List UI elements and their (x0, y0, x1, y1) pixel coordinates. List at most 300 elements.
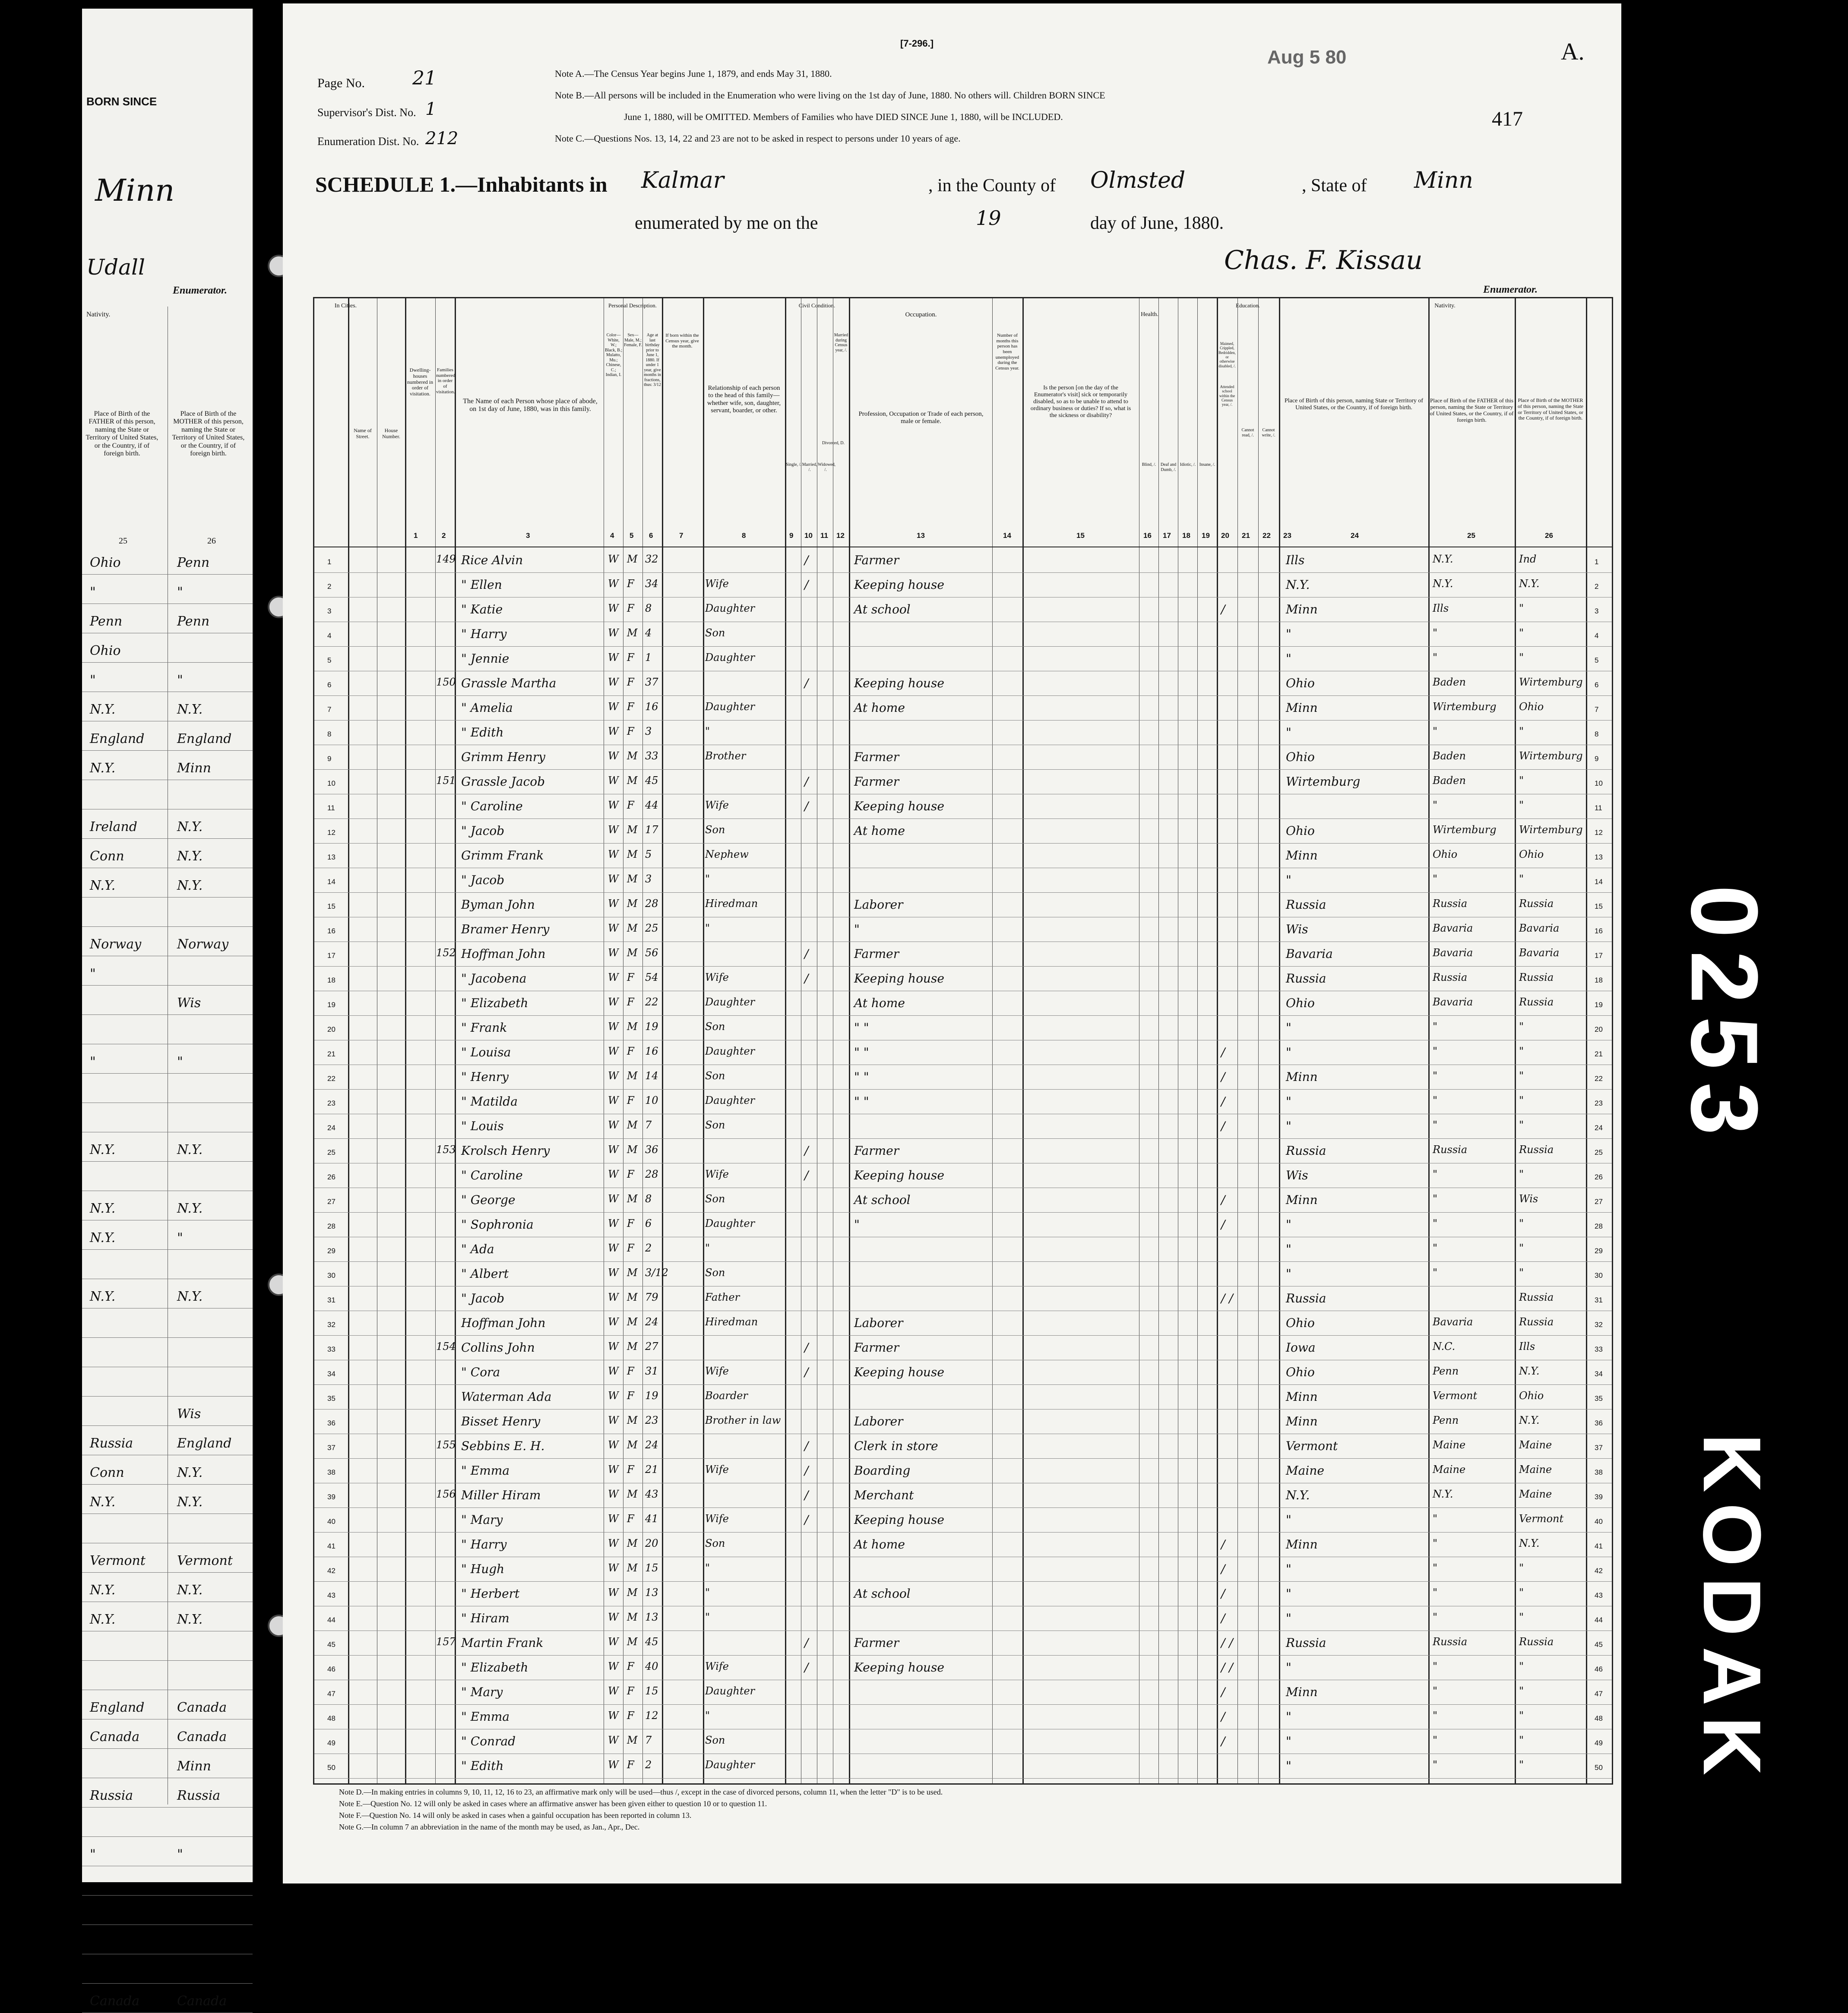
occupation-cell: Clerk in store (854, 1439, 938, 1453)
line-number-right: 16 (1595, 927, 1603, 935)
sex-cell: M (627, 1636, 638, 1648)
left-row (82, 758, 253, 780)
father-birthplace: Conn (90, 849, 124, 864)
person-name: " Conrad (461, 1734, 516, 1748)
form-number: [7-296.] (900, 38, 934, 49)
birthplace-cell: " (1286, 1586, 1291, 1601)
note-e: Note E.—Question No. 12 will only be asked in cases where an affirmative answer has been given either to question 10 or to question 11. (339, 1799, 767, 1808)
left-row (82, 1551, 253, 1573)
school-mark: / (1221, 1537, 1225, 1552)
school-mark: / (1221, 1734, 1225, 1748)
civil-mark: / (804, 1513, 809, 1527)
line-number: 10 (327, 779, 335, 787)
person-name: Byman John (461, 897, 535, 912)
received-stamp: Aug 5 80 (1267, 47, 1347, 68)
col-num: 15 (1076, 531, 1085, 540)
occupation-header: Occupation. (905, 311, 937, 318)
age-cell: 22 (645, 996, 658, 1008)
sheet-letter: A. (1561, 38, 1585, 65)
line-number: 45 (327, 1640, 335, 1649)
sex-cell: F (627, 1513, 634, 1525)
left-row (82, 641, 253, 663)
sex-cell: M (627, 1021, 638, 1033)
left-row (82, 1697, 253, 1719)
age-cell: 33 (645, 750, 658, 762)
married-header: Married, /. (802, 462, 817, 472)
relationship-cell: Son (705, 1070, 725, 1082)
line-number-right: 48 (1595, 1714, 1603, 1722)
age-cell: 17 (645, 824, 658, 836)
table-row (314, 1043, 1612, 1065)
cannot-write-header: Cannot write, /. (1262, 428, 1275, 438)
occupation-cell: At home (854, 824, 905, 838)
occupation-cell: Laborer (854, 1414, 903, 1428)
birthplace-cell: N.Y. (1286, 1488, 1310, 1502)
line-number: 16 (327, 927, 335, 935)
schedule-title: SCHEDULE 1.—Inhabitants in (315, 172, 608, 196)
county-label: , in the County of (928, 176, 1056, 196)
married-year-header: Married during Census year, /. (834, 333, 848, 353)
birthplace-cell: " (1286, 1242, 1291, 1256)
occupation-cell: At home (854, 701, 905, 715)
relationship-cell: Wife (705, 1660, 729, 1672)
birthplace-cell: " (1286, 1094, 1291, 1109)
day-value: 19 (976, 206, 1001, 230)
mother-birthplace-cell: " (1519, 1267, 1524, 1279)
sex-cell: M (627, 1488, 638, 1500)
mother-birthplace-cell: N.Y. (1519, 1365, 1540, 1377)
father-birthplace-cell: Baden (1433, 774, 1466, 787)
color-cell: W (608, 1267, 619, 1279)
line-number: 18 (327, 976, 335, 984)
nativity-header: Nativity. (1434, 303, 1456, 309)
father-birthplace-cell: " (1433, 1193, 1438, 1205)
father-birthplace-cell: Bavaria (1433, 996, 1473, 1008)
father-birthplace-cell: " (1433, 1562, 1438, 1574)
table-row (314, 1363, 1612, 1385)
relationship-cell: Hiredman (705, 897, 758, 910)
family-number: 151 (436, 774, 456, 787)
father-birthplace-cell: " (1433, 1734, 1438, 1746)
sex-cell: M (627, 1144, 638, 1156)
house-number-header: House Number. (382, 427, 400, 439)
father-birthplace-cell: Russia (1433, 971, 1468, 983)
mother-birthplace-cell: " (1519, 1070, 1524, 1082)
mother-birthplace-cell: " (1519, 725, 1524, 737)
school-mark: / (1221, 1119, 1225, 1133)
color-cell: W (608, 799, 619, 811)
left-col26-num: 26 (207, 536, 216, 546)
father-birthplace: N.Y. (90, 1583, 116, 1598)
census-grid (313, 297, 1613, 1785)
birthplace-cell: " (1286, 725, 1291, 739)
color-cell: W (608, 1242, 619, 1254)
line-number: 29 (327, 1247, 335, 1255)
age-cell: 6 (645, 1217, 652, 1229)
line-number-right: 42 (1595, 1567, 1603, 1575)
father-birthplace-cell: " (1433, 651, 1438, 664)
mother-birthplace-cell: " (1519, 1685, 1524, 1697)
mother-birthplace-cell: " (1519, 627, 1524, 639)
sex-cell: F (627, 1710, 634, 1722)
col-num: 17 (1163, 531, 1171, 540)
age-cell: 3 (645, 873, 652, 885)
mother-birthplace-cell: " (1519, 1660, 1524, 1672)
sex-cell: M (627, 922, 638, 934)
street-header: Name of Street. (354, 427, 372, 439)
birthplace-cell: Minn (1286, 1390, 1318, 1404)
school-mark: / (1221, 1611, 1225, 1625)
line-number-right: 9 (1595, 755, 1599, 763)
line-number-right: 30 (1595, 1271, 1603, 1280)
color-cell: W (608, 774, 619, 787)
occupation-cell: At home (854, 1537, 905, 1552)
sex-cell: M (627, 1070, 638, 1082)
supervisor-label: Supervisor's Dist. No. (317, 106, 416, 119)
color-cell: W (608, 602, 619, 614)
mother-birthplace-cell: " (1519, 1094, 1524, 1106)
left-nativity-label: Nativity. (86, 311, 111, 318)
sickness-header: Is the person [on the day of the Enumerator's visit] sick or temporarily disabled, so as to be unable to attend to ordinary business or duties? If so, what is the sickness or disability? (1030, 385, 1131, 419)
col-num: 1 (414, 531, 418, 540)
color-cell: W (608, 1340, 619, 1353)
age-cell: 79 (645, 1291, 658, 1303)
date-label: day of June, 1880. (1090, 213, 1224, 233)
col-num: 5 (630, 531, 634, 540)
table-row (314, 1240, 1612, 1262)
occupation-cell: " " (854, 1021, 869, 1035)
line-number-right: 15 (1595, 902, 1603, 910)
father-birthplace-cell: " (1433, 1217, 1438, 1229)
age-cell: 56 (645, 947, 658, 959)
person-name: Waterman Ada (461, 1390, 552, 1404)
father-birthplace: N.Y. (90, 1230, 116, 1245)
left-row (82, 875, 253, 897)
age-cell: 5 (645, 848, 652, 860)
father-birthplace-cell: " (1433, 1685, 1438, 1697)
relationship-cell: Wife (705, 971, 729, 983)
civil-mark: / (804, 553, 809, 567)
sex-cell: F (627, 1094, 634, 1106)
single-header: Single, /. (786, 462, 801, 467)
mother-birthplace: Wis (177, 995, 201, 1011)
birthplace-cell: " (1286, 1021, 1291, 1035)
sex-cell: M (627, 627, 638, 639)
father-birthplace: Ohio (90, 555, 121, 570)
age-cell: 27 (645, 1340, 658, 1353)
color-cell: W (608, 1636, 619, 1648)
line-number-right: 14 (1595, 878, 1603, 886)
table-row (314, 1658, 1612, 1680)
line-number-right: 40 (1595, 1517, 1603, 1526)
father-birthplace-cell: Bavaria (1433, 1316, 1473, 1328)
school-mark: / (1221, 1710, 1225, 1724)
occupation-cell: Keeping house (854, 1365, 944, 1379)
in-cities-header: In Cities. (334, 303, 357, 309)
mother-birthplace-cell: Russia (1519, 1316, 1554, 1328)
sex-cell: M (627, 897, 638, 910)
person-name: " Jacob (461, 873, 505, 887)
mother-birthplace: " (177, 585, 183, 600)
family-number: 152 (436, 947, 456, 959)
col-num: 22 (1263, 531, 1271, 540)
left-enumerator-label: Enumerator. (173, 285, 228, 296)
left-row (82, 817, 253, 839)
line-number-right: 26 (1595, 1173, 1603, 1181)
left-row (82, 1022, 253, 1044)
relationship-cell: Wife (705, 578, 729, 590)
table-row (314, 1018, 1612, 1040)
civil-mark: / (804, 1340, 809, 1355)
person-name: Sebbins E. H. (461, 1439, 545, 1453)
father-birthplace-cell: " (1433, 725, 1438, 737)
left-row (82, 1609, 253, 1631)
line-number: 2 (327, 582, 332, 591)
father-birthplace-cell: Bavaria (1433, 922, 1473, 934)
line-number: 36 (327, 1419, 335, 1427)
birthplace-cell: " (1286, 1759, 1291, 1773)
civil-mark: / (804, 1144, 809, 1158)
left-row (82, 934, 253, 956)
father-birthplace: " (90, 966, 96, 981)
father-birthplace-cell: " (1433, 1537, 1438, 1549)
age-cell: 20 (645, 1537, 658, 1549)
birth-father-header: Place of Birth of the FATHER of this person, naming the State or Territory of United States, or the Country, if of foreign birth. (1430, 397, 1514, 423)
table-row (314, 920, 1612, 942)
line-number: 1 (327, 558, 332, 566)
person-name: Grimm Henry (461, 750, 545, 764)
mother-birthplace-cell: Russia (1519, 1144, 1554, 1156)
color-cell: W (608, 1710, 619, 1722)
line-number-right: 29 (1595, 1247, 1603, 1255)
line-number-right: 36 (1595, 1419, 1603, 1427)
mother-birthplace: Russia (177, 1788, 221, 1803)
left-row (82, 1228, 253, 1250)
color-cell: W (608, 750, 619, 762)
left-row (82, 699, 253, 721)
father-birthplace: Vermont (90, 1553, 146, 1568)
relationship-cell: Daughter (705, 996, 755, 1008)
insane-header: Insane, /. (1199, 462, 1215, 467)
father-birthplace-cell: Vermont (1433, 1390, 1478, 1402)
color-cell: W (608, 1685, 619, 1697)
family-number: 154 (436, 1340, 456, 1353)
sex-cell: M (627, 1734, 638, 1746)
mother-birthplace: N.Y. (177, 1612, 203, 1627)
civil-mark: / (804, 799, 809, 813)
father-birthplace: N.Y. (90, 1201, 116, 1216)
occupation-cell: Farmer (854, 1636, 899, 1650)
person-name: " Katie (461, 602, 503, 616)
line-number: 3 (327, 607, 332, 615)
line-number: 34 (327, 1370, 335, 1378)
relationship-cell: Son (705, 824, 725, 836)
sex-cell: F (627, 651, 634, 664)
table-row (314, 871, 1612, 893)
line-number-right: 8 (1595, 730, 1599, 738)
sex-cell: F (627, 1390, 634, 1402)
line-number-right: 21 (1595, 1050, 1603, 1058)
sex-cell: F (627, 996, 634, 1008)
relationship-cell: Son (705, 627, 725, 639)
note-b-line2: June 1, 1880, will be OMITTED. Members of Families who have DIED SINCE June 1, 1880, will be INCLUDED. (624, 111, 1063, 122)
father-birthplace-cell: Russia (1433, 1636, 1468, 1648)
birthplace-cell: " (1286, 1267, 1291, 1281)
note-d: Note D.—In making entries in columns 9, 10, 11, 12, 16 to 23, an affirmative mark only will be used—thus /, except in the case of divorced persons, column 11, when the letter "D" is to be used. (339, 1788, 943, 1796)
age-cell: 12 (645, 1710, 658, 1722)
age-cell: 28 (645, 1168, 658, 1180)
father-birthplace: Russia (90, 1788, 133, 1803)
cannot-read-header: Cannot read, /. (1241, 428, 1254, 438)
color-cell: W (608, 1144, 619, 1156)
footnotes (339, 1786, 943, 1833)
mother-birthplace-cell: " (1519, 1217, 1524, 1229)
mother-birthplace-cell: Wis (1519, 1193, 1538, 1205)
birthplace-cell: " (1286, 1045, 1291, 1059)
father-birthplace: N.Y. (90, 1612, 116, 1627)
sex-cell: M (627, 1267, 638, 1279)
birthplace-cell: Russia (1286, 1144, 1326, 1158)
left-enumerator-handwritten: Udall (86, 255, 145, 280)
profession-header: Profession, Occupation or Trade of each person, male or female. (858, 411, 984, 425)
mother-birthplace-cell: " (1519, 1119, 1524, 1131)
color-cell: W (608, 1365, 619, 1377)
left-row (82, 582, 253, 604)
birthplace-cell: " (1286, 1217, 1291, 1232)
sex-cell: M (627, 1316, 638, 1328)
mother-birthplace-cell: Wirtemburg (1519, 824, 1583, 836)
birthplace-cell: " (1286, 1611, 1291, 1625)
line-number: 30 (327, 1271, 335, 1280)
line-number: 37 (327, 1444, 335, 1452)
relationship-cell: Son (705, 1537, 725, 1549)
birthplace-cell: Minn (1286, 1193, 1318, 1207)
person-name: " Edith (461, 725, 504, 739)
table-row (314, 1732, 1612, 1754)
person-name: Martin Frank (461, 1636, 544, 1650)
birthplace-cell: Russia (1286, 1291, 1326, 1305)
line-number-right: 45 (1595, 1640, 1603, 1649)
line-number-right: 46 (1595, 1665, 1603, 1673)
table-row (314, 1535, 1612, 1557)
mother-birthplace-cell: " (1519, 1759, 1524, 1771)
occupation-cell: " " (854, 1045, 869, 1059)
col-num: 24 (1351, 531, 1359, 540)
sex-cell: M (627, 1586, 638, 1599)
sex-cell: F (627, 701, 634, 713)
person-name: " Mary (461, 1685, 503, 1699)
name-header: The Name of each Person whose place of abode, on 1st day of June, 1880, was in this family. (463, 398, 598, 413)
age-cell: 8 (645, 602, 652, 614)
occupation-cell: " " (854, 1070, 869, 1084)
line-number: 35 (327, 1394, 335, 1403)
relationship-cell: Daughter (705, 1759, 755, 1771)
col-num: 9 (789, 531, 794, 540)
father-birthplace: Russia (90, 1436, 133, 1451)
color-cell: W (608, 1094, 619, 1106)
school-mark: / (1221, 1094, 1225, 1109)
father-birthplace-cell: " (1433, 1710, 1438, 1722)
occupation-cell: Farmer (854, 750, 899, 764)
mother-birthplace: N.Y. (177, 1201, 203, 1216)
note-c: Note C.—Questions Nos. 13, 14, 22 and 23 are not to be asked in respect to persons under 10 years of age. (555, 133, 961, 144)
sex-cell: F (627, 971, 634, 983)
birthplace-cell: Minn (1286, 602, 1318, 616)
line-number: 11 (327, 804, 335, 812)
birthplace-cell: " (1286, 1710, 1291, 1724)
idiotic-header: Idiotic, /. (1180, 462, 1196, 467)
person-name: " Sophronia (461, 1217, 534, 1232)
mother-birthplace-cell: " (1519, 1045, 1524, 1057)
mother-birthplace: England (177, 1436, 232, 1451)
father-birthplace: N.Y. (90, 702, 116, 717)
table-row (314, 674, 1612, 696)
age-cell: 44 (645, 799, 658, 811)
mother-birthplace-cell: Russia (1519, 1636, 1554, 1648)
birthplace-cell: " (1286, 1562, 1291, 1576)
civil-mark: / (804, 1488, 809, 1502)
mother-birthplace: Penn (177, 614, 210, 629)
relationship-cell: " (705, 1242, 710, 1254)
mother-birthplace-cell: Russia (1519, 897, 1554, 910)
left-row (82, 1081, 253, 1103)
age-cell: 16 (645, 701, 658, 713)
relationship-cell: Wife (705, 1513, 729, 1525)
table-row (314, 1634, 1612, 1656)
left-row (82, 1375, 253, 1397)
line-number: 49 (327, 1739, 335, 1747)
civil-mark: / (804, 971, 809, 986)
father-birthplace: N.Y. (90, 1495, 116, 1510)
father-birthplace-cell: Penn (1433, 1365, 1459, 1377)
table-row (314, 1387, 1612, 1409)
mother-birthplace: N.Y. (177, 1142, 203, 1157)
families-header: Families numbered in order of visitation. (436, 367, 455, 395)
col-num: 14 (1003, 531, 1011, 540)
sex-cell: M (627, 1340, 638, 1353)
birthplace-cell: " (1286, 651, 1291, 666)
age-cell: 3/12 (645, 1267, 668, 1279)
line-number-right: 18 (1595, 976, 1603, 984)
age-cell: 37 (645, 676, 658, 688)
person-name: " Jacob (461, 824, 505, 838)
person-name: " Herbert (461, 1586, 520, 1601)
col-num: 10 (804, 531, 813, 540)
occupation-cell: Keeping house (854, 1513, 944, 1527)
line-number-right: 7 (1595, 705, 1599, 714)
mother-birthplace-cell: " (1519, 1710, 1524, 1722)
mother-birthplace-cell: N.Y. (1519, 578, 1540, 590)
father-birthplace-cell: " (1433, 1242, 1438, 1254)
left-row (82, 1932, 253, 1954)
place-value: Kalmar (641, 167, 724, 193)
line-number: 17 (327, 951, 335, 960)
table-row (314, 1609, 1612, 1631)
line-number: 33 (327, 1345, 335, 1353)
table-row (314, 1437, 1612, 1459)
person-name: " George (461, 1193, 516, 1207)
sex-cell: F (627, 1045, 634, 1057)
sex-cell: F (627, 1242, 634, 1254)
age-cell: 24 (645, 1439, 658, 1451)
line-number: 5 (327, 656, 332, 664)
relationship-cell: Daughter (705, 1094, 755, 1106)
left-row (82, 846, 253, 868)
color-cell: W (608, 1463, 619, 1476)
father-birthplace-cell: " (1433, 1660, 1438, 1672)
color-cell: W (608, 1537, 619, 1549)
birthplace-cell: " (1286, 627, 1291, 641)
